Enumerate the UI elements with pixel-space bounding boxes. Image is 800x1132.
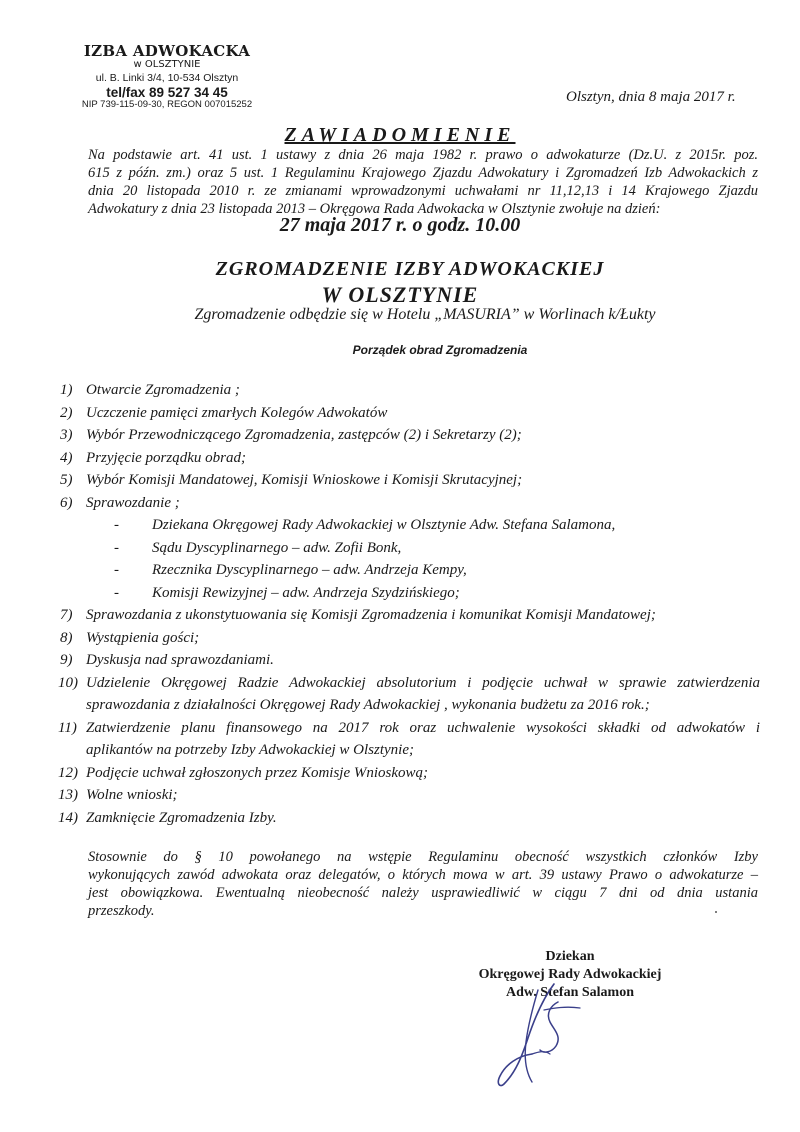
agenda-text: Dyskusja nad sprawozdaniami.: [86, 652, 274, 668]
letterhead-registry: NIP 739-115-09-30, REGON 007015252: [81, 99, 253, 110]
agenda-text: Sprawozdanie ;: [86, 494, 180, 511]
report-text: Dziekana Okręgowej Rady Adwokackiej w Olsztynie Adw. Stefana Salamona,: [152, 517, 616, 533]
agenda-text: Wybór Komisji Mandatowej, Komisji Wnioskowe i Komisji Skrutacyjnej;: [86, 472, 523, 488]
agenda-number: 13): [58, 787, 78, 803]
agenda-text: Zamknięcie Zgromadzenia Izby.: [86, 809, 277, 826]
closing-line: przeszkody.: [88, 903, 155, 919]
meeting-datetime: 27 maja 2017 r. o godz. 10.00: [279, 214, 521, 236]
agenda-item: [60, 807, 760, 830]
closing-line: Stosownie do § 10 powołanego na wstępie Regulaminu obecność wszystkich członków Izby: [88, 849, 758, 865]
dash-bullet: -: [114, 584, 119, 601]
agenda-item: [60, 424, 760, 447]
letterhead-city: w OLSZTYNIE: [133, 59, 201, 70]
agenda-item: [60, 379, 760, 402]
agenda-item: [60, 447, 760, 470]
signer-name: Adw. Stefan Salamon: [506, 985, 634, 1000]
report-text: Sądu Dyscyplinarnego – adw. Zofii Bonk,: [152, 539, 402, 556]
signer-council: Okręgowej Rady Adwokackiej: [478, 967, 662, 982]
agenda-title: Porządek obrad Zgromadzenia: [352, 343, 528, 357]
agenda-text: Zatwierdzenie planu finansowego na 2017 rok oraz uchwalenie wysokości składki od adwokatów i: [86, 719, 760, 736]
signer-role: Dziekan: [545, 949, 595, 964]
document-date: Olsztyn, dnia 8 maja 2017 r.: [566, 89, 736, 105]
agenda-number: 1): [60, 382, 73, 398]
assembly-heading: ZGROMADZENIE IZBY ADWOKACKIEJ: [215, 258, 605, 280]
agenda-item: [60, 717, 760, 762]
assembly-location-heading: W OLSZTYNIE: [321, 282, 479, 307]
report-sublist: [86, 514, 760, 604]
dash-bullet: -: [114, 562, 119, 578]
closing-line: jest obowiązkowa. Ewentualną nieobecność należy usprawiedliwić w ciągu 7 dni od dnia ustania: [88, 885, 758, 901]
agenda-number: 7): [60, 607, 73, 623]
agenda-number: 12): [58, 764, 78, 781]
dash-bullet: -: [114, 517, 119, 533]
agenda-number: 11): [58, 719, 77, 736]
agenda-number: 10): [58, 674, 78, 691]
handwritten-signature: [492, 980, 602, 1090]
agenda-item: [60, 469, 760, 492]
agenda-text: Uczczenie pamięci zmarłych Kolegów Adwokatów: [86, 404, 388, 421]
agenda-text-continued: sprawozdania z działalności Okręgowej Rady Adwokackiej , wykonania budżetu za 2016 rok.;: [86, 697, 650, 713]
closing-line: wykonujących zawód adwokata oraz delegatów, o których mowa w art. 39 ustawy Prawo o adwokaturze –: [88, 867, 758, 883]
agenda-item: [60, 492, 760, 605]
letterhead-stamp: [72, 44, 262, 110]
agenda-text: Wybór Przewodniczącego Zgromadzenia, zastępców (2) i Sekretarzy (2);: [86, 427, 522, 443]
document-title: [0, 124, 800, 147]
agenda-number: 3): [60, 427, 73, 443]
agenda-number: 9): [60, 652, 73, 668]
agenda-number: 8): [60, 629, 73, 646]
intro-line: Na podstawie art. 41 ust. 1 ustawy z dnia 26 maja 1982 r. prawo o adwokaturze (Dz.U. z 2015r. poz.: [88, 147, 758, 163]
intro-line: Adwokatury z dnia 23 listopada 2013 – Okręgowa Rada Adwokacka w Olsztynie zwołuje na dzień:: [88, 201, 661, 217]
agenda-item: [60, 762, 760, 785]
document-title-text: ZAWIADOMIENIE: [284, 124, 516, 146]
agenda-text: Sprawozdania z ukonstytuowania się Komisji Zgromadzenia i komunikat Komisji Mandatowej;: [86, 607, 656, 623]
agenda-text: Udzielenie Okręgowej Radzie Adwokackiej absolutorium i podjęcie uchwał w sprawie zatwierdzenia: [86, 674, 760, 691]
intro-line: 615 z późn. zm.) oraz 5 ust. 1 Regulaminu Krajowego Zjazdu Adwokatury i Zgromadzeń Izb Adwokackich z: [88, 165, 758, 181]
intro-line: dnia 20 listopada 2010 r. ze zmianami wprowadzonymi uchwałami nr 11,12,13 i 14 Krajowego Zjazdu: [88, 183, 758, 199]
agenda-text: Podjęcie uchwał zgłoszonych przez Komisje Wnioskową;: [86, 764, 429, 781]
letterhead-phone: tel/fax 89 527 34 45: [106, 84, 228, 100]
closing-paragraph: [88, 848, 758, 920]
dash-bullet: -: [114, 539, 119, 556]
scan-speck: [715, 911, 717, 913]
agenda-item: [60, 649, 760, 672]
report-item: [86, 537, 760, 560]
agenda-item: [60, 402, 760, 425]
agenda-text-continued: aplikantów na potrzeby Izby Adwokackiej w Olsztynie;: [86, 742, 415, 758]
agenda-text: Wolne wnioski;: [86, 787, 178, 803]
agenda-text: Otwarcie Zgromadzenia ;: [86, 382, 240, 398]
report-text: Rzecznika Dyscyplinarnego – adw. Andrzeja Kempy,: [152, 562, 467, 578]
agenda-item: [60, 604, 760, 627]
agenda-list: [60, 379, 760, 829]
report-text: Komisji Rewizyjnej – adw. Andrzeja Szydzińskiego;: [152, 584, 460, 601]
agenda-number: 2): [60, 404, 73, 421]
letterhead-address: ul. B. Linki 3/4, 10-534 Olsztyn: [95, 72, 239, 84]
venue-line: Zgromadzenie odbędzie się w Hotelu „MASURIA” w Worlinach k/Łukty: [194, 306, 656, 323]
agenda-text: Wystąpienia gości;: [86, 629, 200, 646]
agenda-number: 6): [60, 494, 73, 511]
agenda-number: 4): [60, 449, 73, 466]
letterhead-organization: IZBA ADWOKACKA: [83, 42, 251, 60]
agenda-item: [60, 672, 760, 717]
agenda-item: [60, 627, 760, 650]
agenda-number: 14): [58, 809, 78, 826]
intro-paragraph: [88, 146, 758, 218]
report-item: [86, 514, 760, 537]
agenda-text: Przyjęcie porządku obrad;: [86, 449, 246, 466]
agenda-number: 5): [60, 472, 73, 488]
report-item: [86, 582, 760, 605]
agenda-item: [60, 784, 760, 807]
report-item: [86, 559, 760, 582]
